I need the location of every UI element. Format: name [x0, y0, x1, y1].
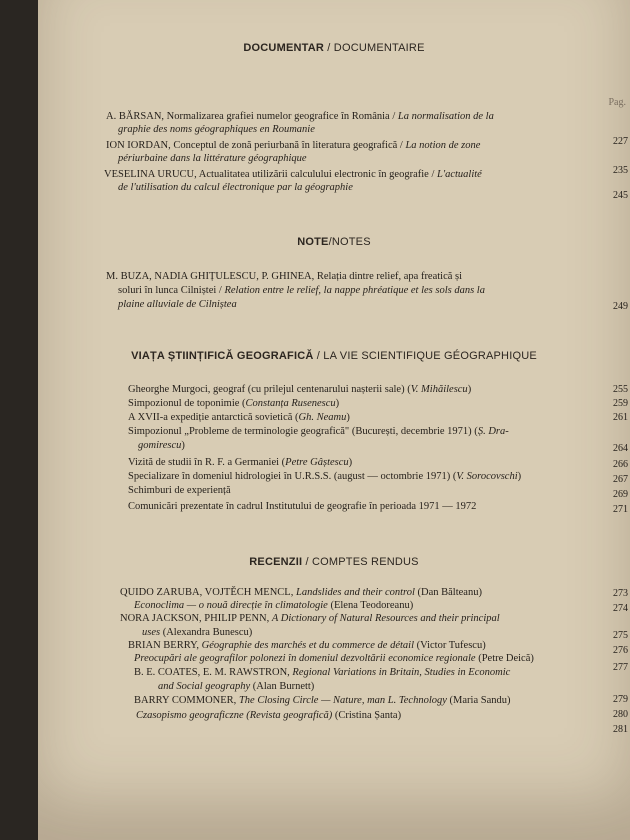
toc-entry: Czasopismo geograficzne (Revista geografică) (Cristina Șanta)	[136, 710, 402, 721]
section-title-recenzii: RECENZII / COMPTES RENDUS	[249, 556, 419, 568]
toc-entry: Gheorghe Murgoci, geograf (cu prilejul centenarului nașterii sale) (V. Mihăilescu)	[128, 384, 472, 395]
page-number: 271	[613, 504, 628, 515]
toc-entry: BRIAN BERRY, Géographie des marchés et du commerce de détail (Victor Tufescu)	[128, 640, 486, 651]
page-number: 249	[613, 301, 628, 312]
page-number: 266	[613, 459, 628, 470]
toc-entry: Simpozionul „Probleme de terminologie geografică" (București, decembrie 1971) (Ș. Dra-	[128, 426, 509, 437]
section-title-documentar: DOCUMENTAR / DOCUMENTAIRE	[243, 42, 425, 54]
toc-entry: Preocupări ale geografilor polonezi în domeniul dezvoltării economice regionale (Petre Deică)	[134, 653, 534, 664]
toc-entry-cont: plaine alluviale de Cilniștea	[118, 299, 237, 310]
toc-entry: ION IORDAN, Conceptul de zonă periurbană în literatura geografică / La notion de zone	[106, 140, 481, 151]
toc-entry: Comunicări prezentate în cadrul Institutului de geografie în perioada 1971 — 1972	[128, 501, 477, 512]
page-number: 280	[613, 709, 628, 720]
toc-entry: Econoclima — o nouă direcție în climatologie (Elena Teodoreanu)	[134, 600, 414, 611]
toc-entry-cont: gomirescu)	[138, 440, 185, 451]
page-number: 274	[613, 603, 628, 614]
page-number: 275	[613, 630, 628, 641]
toc-entry: VESELINA URUCU, Actualitatea utilizării calculului electronic în geografie / L'actualité	[104, 169, 482, 180]
page-number: 267	[613, 474, 628, 485]
page-number: 279	[613, 694, 628, 705]
section-title-note: NOTE/NOTES	[297, 236, 371, 248]
toc-entry: Vizită de studii în R. F. a Germaniei (Petre Gâștescu)	[128, 457, 353, 468]
toc-entry-cont: graphie des noms géographiques en Roumanie	[118, 124, 315, 135]
document-page	[38, 0, 630, 840]
page-number: 277	[613, 662, 628, 673]
toc-entry-cont: and Social geography (Alan Burnett)	[158, 681, 315, 692]
toc-entry-cont: uses (Alexandra Bunescu)	[142, 627, 253, 638]
page-column-label: Pag.	[608, 97, 626, 108]
toc-entry: A. BĂRSAN, Normalizarea grafiei numelor geografice în România / La normalisation de la	[106, 111, 494, 122]
page-number: 259	[613, 398, 628, 409]
page-number: 269	[613, 489, 628, 500]
page-number: 264	[613, 443, 628, 454]
page-number: 276	[613, 645, 628, 656]
toc-entry: BARRY COMMONER, The Closing Circle — Nature, man L. Technology (Maria Sandu)	[134, 695, 511, 706]
toc-entry-cont: périurbaine dans la littérature géographique	[118, 153, 307, 164]
toc-entry: M. BUZA, NADIA GHIȚULESCU, P. GHINEA, Relația dintre relief, apa freatică și	[106, 271, 463, 282]
page-number: 255	[613, 384, 628, 395]
toc-entry: Schimburi de experiență	[128, 485, 231, 496]
toc-entry: Simpozionul de toponimie (Constanța Rusenescu)	[128, 398, 340, 409]
page-number: 261	[613, 412, 628, 423]
page-number: 281	[613, 724, 628, 735]
toc-entry-cont: de l'utilisation du calcul électronique par la géographie	[118, 182, 353, 193]
toc-entry: Specializare în domeniul hidrologiei în U.R.S.S. (august — octombrie 1971) (V. Sorocovschi)	[128, 471, 522, 482]
toc-entry-cont: soluri în lunca Cilniștei / Relation entre le relief, la nappe phréatique et les sols dans la	[118, 285, 485, 296]
toc-entry: NORA JACKSON, PHILIP PENN, A Dictionary of Natural Resources and their principal	[120, 613, 500, 624]
toc-entry: B. E. COATES, E. M. RAWSTRON, Regional Variations in Britain, Studies in Economic	[134, 667, 511, 678]
page-number: 235	[613, 165, 628, 176]
page-number: 273	[613, 588, 628, 599]
page-number: 245	[613, 190, 628, 201]
page-number: 227	[613, 136, 628, 147]
toc-entry: A XVII-a expediție antarctică sovietică (Gh. Neamu)	[128, 412, 350, 423]
toc-entry: QUIDO ZARUBA, VOJTĚCH MENCL, Landslides and their control (Dan Bălteanu)	[120, 587, 482, 598]
section-title-viata: VIAȚA ȘTIINȚIFICĂ GEOGRAFICĂ / LA VIE SCIENTIFIQUE GÉOGRAPHIQUE	[131, 350, 537, 362]
